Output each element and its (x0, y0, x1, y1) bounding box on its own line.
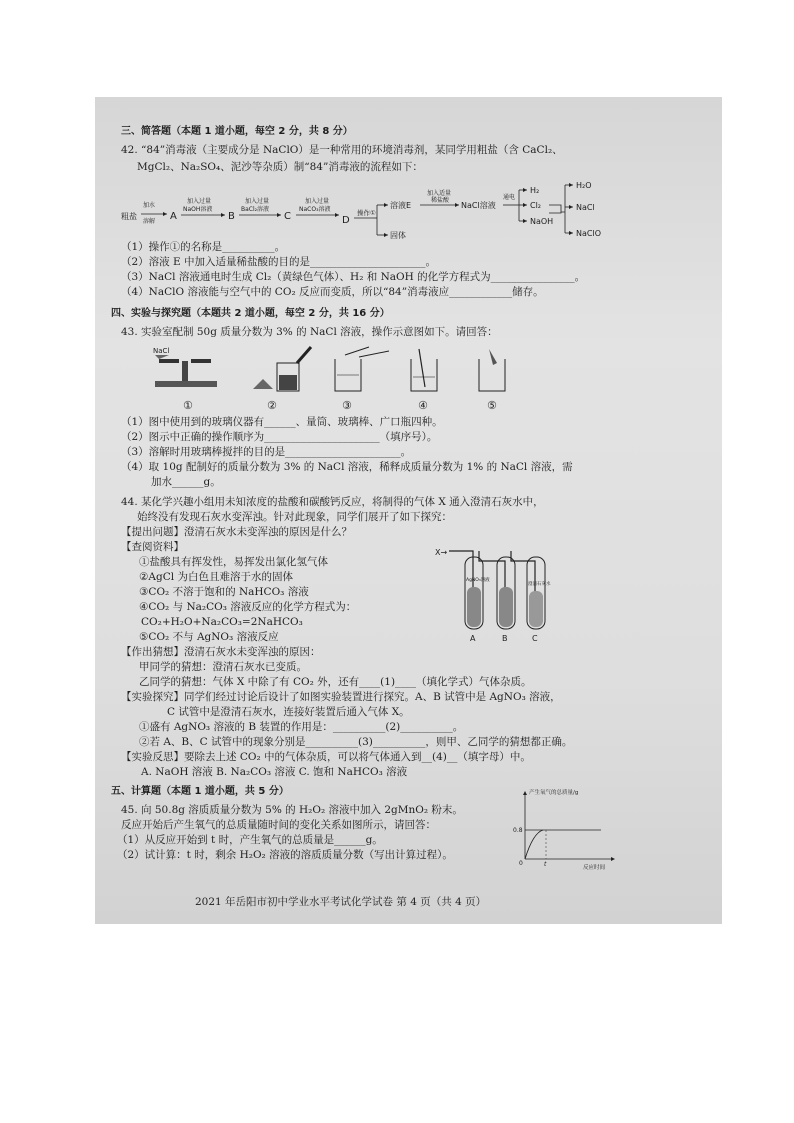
q45-stem-line1: 45. 向 50.8g 溶质质量分数为 5% 的 H₂O₂ 溶液中加入 2gMnO₂ 粉末。 (121, 804, 463, 816)
q42-part1: （1）操作①的名称是__________。 (121, 241, 286, 253)
q44-reference-4-equation: CO₂+H₂O+Na₂CO₃=2NaHCO₃ (141, 616, 303, 628)
tube-c-label: 澄清石灰水 (528, 582, 551, 587)
q43-part3: （3）溶解时用玻璃棒搅拌的目的是______________________。 (121, 446, 412, 458)
q45-part2: （2）试计算：t 时，剩余 H₂O₂ 溶液的溶质质量分数（写出计算过程）。 (117, 849, 453, 861)
mark-2: ② (267, 399, 277, 412)
flow-operation1: 操作① (357, 209, 376, 217)
q44-experiment-line2: C 试管中是澄清石灰水，连接好装置后通入气体 X。 (167, 706, 410, 718)
q43-stem: 43. 实验室配制 50g 质量分数为 3% 的 NaCl 溶液，操作示意图如下。请回答： (121, 326, 498, 338)
flow-product-nacl: NaCl (576, 203, 595, 212)
tube-c (527, 557, 545, 629)
q44-reference-3: ③CO₂ 不溶于饱和的 NaHCO₃ 溶液 (139, 586, 309, 598)
mark-5: ⑤ (487, 399, 497, 412)
flow-step4-top: 加入过量 (305, 198, 330, 205)
flow-product-h2o: H₂O (576, 181, 592, 190)
flow-start: 粗盐 (121, 212, 137, 221)
q45-stem-line2: 反应开始后产生氧气的总质量随时间的变化关系如图所示，请回答： (121, 819, 436, 831)
q43-part4-line2: 加水______g。 (151, 476, 221, 488)
q42-part3: （3）NaCl 溶液通电时生成 Cl₂（黄绿色气体）、H₂ 和 NaOH 的化学方程式为________________。 (121, 271, 586, 283)
flow-node-d: D (342, 215, 350, 226)
q42-flow-diagram (115, 177, 715, 243)
flow-electrolysis-label: 通电 (503, 194, 516, 201)
q43-part2: （2）图示中正确的操作顺序为______________________（填序号）。 (121, 431, 438, 443)
q44-stem-line2: 始终没有发现石灰水变浑浊。针对此现象，同学们展开了如下探究： (137, 511, 452, 523)
mark-3: ③ (342, 399, 352, 412)
page-footer: 2021 年岳阳市初中学业水平考试化学试卷 第 4 页（共 4 页） (195, 896, 487, 908)
flow-step1-bottom: 溶解 (143, 218, 156, 225)
flow-step5-top: 加入适量 (427, 190, 452, 197)
flow-step2-top: 加入过量 (187, 198, 212, 205)
q43-part4-line1: （4）取 10g 配制好的质量分数为 3% 的 NaCl 溶液，稀释成质量分数为 1% 的 NaCl 溶液，需 (121, 461, 573, 473)
q42-stem-line2: MgCl₂、Na₂SO₄、泥沙等杂质）制“84”消毒液的流程如下： (137, 161, 423, 173)
flow-node-b: B (228, 211, 235, 222)
q44-reference-1: ①盐酸具有挥发性，易挥发出氯化氢气体 (139, 556, 328, 568)
q44-experiment-line1: 【实验探究】同学们经过讨论后设计了如图实验装置进行探究。A、B 试管中是 AgNO₃ 溶液， (121, 691, 561, 703)
stirring-beaker-figure (411, 349, 437, 391)
label-b: B (502, 634, 508, 643)
q42-part4: （4）NaClO 溶液能与空气中的 CO₂ 反应而变质，所以“84”消毒液应____________储存。 (121, 286, 544, 298)
tube-b (497, 557, 515, 629)
flow-nacl-solution: NaCl溶液 (461, 201, 496, 210)
q44-question: 【提出问题】澄清石灰水未变浑浊的原因是什么？ (121, 526, 352, 538)
flow-product-naclo: NaClO (576, 229, 601, 238)
q44-reflection: 【实验反思】要除去上述 CO₂ 中的气体杂质，可以将气体通入到__(4)__（填字母）中。 (121, 751, 531, 763)
section-3-heading: 三、简答题（本题 1 道小题，每空 2 分，共 8 分） (121, 126, 353, 137)
q43-operation-figures (149, 345, 549, 415)
flow-node-c: C (284, 211, 291, 222)
flow-node-a: A (170, 211, 177, 222)
q44-reference-4: ④CO₂ 与 Na₂CO₃ 溶液反应的化学方程式为： (139, 601, 357, 613)
q42-stem-line1: 42. “84”消毒液（主要成分是 NaClO）是一种常用的环境消毒剂，某同学用粗盐（含 CaCl₂、 (121, 144, 563, 156)
flow-h2: H₂ (530, 186, 540, 195)
flow-step1-top: 加水 (143, 202, 156, 209)
q44-experiment-q2: ②若 A、B、C 试管中的现象分别是__________(3)__________，则甲、乙同学的猜想都正确。 (139, 736, 573, 748)
graph-origin: 0 (519, 860, 523, 867)
cylinder-pour-figure (277, 347, 311, 391)
flow-solution-e: 溶液E (390, 201, 412, 210)
q44-experiment-q1: ①盛有 AgNO₃ 溶液的 B 装置的作用是：__________(2)__________。 (139, 721, 464, 733)
gas-x-inlet: X→ (435, 548, 448, 557)
nacl-label: NaCl (153, 347, 170, 355)
flow-step4-bottom: NaCO₃溶液 (299, 206, 331, 213)
mark-1: ① (183, 399, 193, 412)
q43-part1: （1）图中使用到的玻璃仪器有______、量筒、玻璃棒、广口瓶四种。 (121, 416, 443, 428)
dissolve-beaker-figure (479, 349, 505, 391)
q42-part2: （2）溶液 E 中加入适量稀盐酸的目的是______________________。 (121, 256, 437, 268)
flow-naoh: NaOH (530, 217, 554, 226)
graph-x-tick: t (544, 861, 547, 868)
q44-options: A. NaOH 溶液 B. Na₂CO₃ 溶液 C. 饱和 NaHCO₃ 溶液 (141, 766, 408, 778)
flow-step3-bottom: BaCl₂溶液 (241, 206, 270, 213)
q44-stem-line1: 44. 某化学兴趣小组用未知浓度的盐酸和碳酸钙反应，将制得的气体 X 通入澄清石灰水中， (121, 496, 544, 508)
oxygen-mass-graph (511, 785, 615, 875)
graph-x-label: 反应时间 (583, 865, 606, 871)
q44-reference-heading: 【查阅资料】 (121, 541, 184, 553)
label-c: C (532, 634, 538, 643)
q44-reference-2: ②AgCl 为白色且难溶于水的固体 (139, 571, 293, 583)
q44-guess-2: 乙同学的猜想：气体 X 中除了有 CO₂ 外，还有____(1)____（填化学式）气体杂质。 (139, 676, 532, 688)
q45-part1: （1）从反应开始到 t 时，产生氧气的总质量是______g。 (117, 834, 383, 846)
section-4-heading: 四、实验与探究题（本题共 2 道小题，每空 2 分，共 16 分） (111, 308, 390, 319)
flow-step3-top: 加入过量 (245, 198, 270, 205)
graph-curve (525, 830, 543, 859)
q44-guess-1: 甲同学的猜想：澄清石灰水已变质。 (139, 661, 307, 673)
graph-y-tick: 0.8 (513, 827, 523, 834)
q44-guess-heading: 【作出猜想】澄清石灰水未变浑浊的原因： (121, 646, 321, 658)
q44-apparatus (435, 543, 585, 643)
flow-solid: 固体 (390, 231, 406, 240)
section-5-heading: 五、计算题（本题 1 道小题，共 5 分） (111, 786, 289, 797)
flow-step5-bottom: 稀盐酸 (431, 197, 450, 204)
tube-a-label: AgNO₃溶液 (466, 578, 490, 583)
beaker-figure (335, 347, 389, 391)
flow-cl2: Cl₂ (530, 201, 542, 210)
weigh-paper-figure (253, 379, 273, 389)
graph-y-label: 产生氧气的总质量/g (529, 790, 579, 796)
mark-4: ④ (418, 399, 428, 412)
balance-figure (155, 355, 217, 387)
label-a: A (470, 634, 476, 643)
exam-page (95, 97, 722, 924)
q44-reference-5: ⑤CO₂ 不与 AgNO₃ 溶液反应 (139, 631, 279, 643)
tube-a (465, 557, 483, 629)
flow-step2-bottom: NaOH溶液 (183, 206, 213, 213)
